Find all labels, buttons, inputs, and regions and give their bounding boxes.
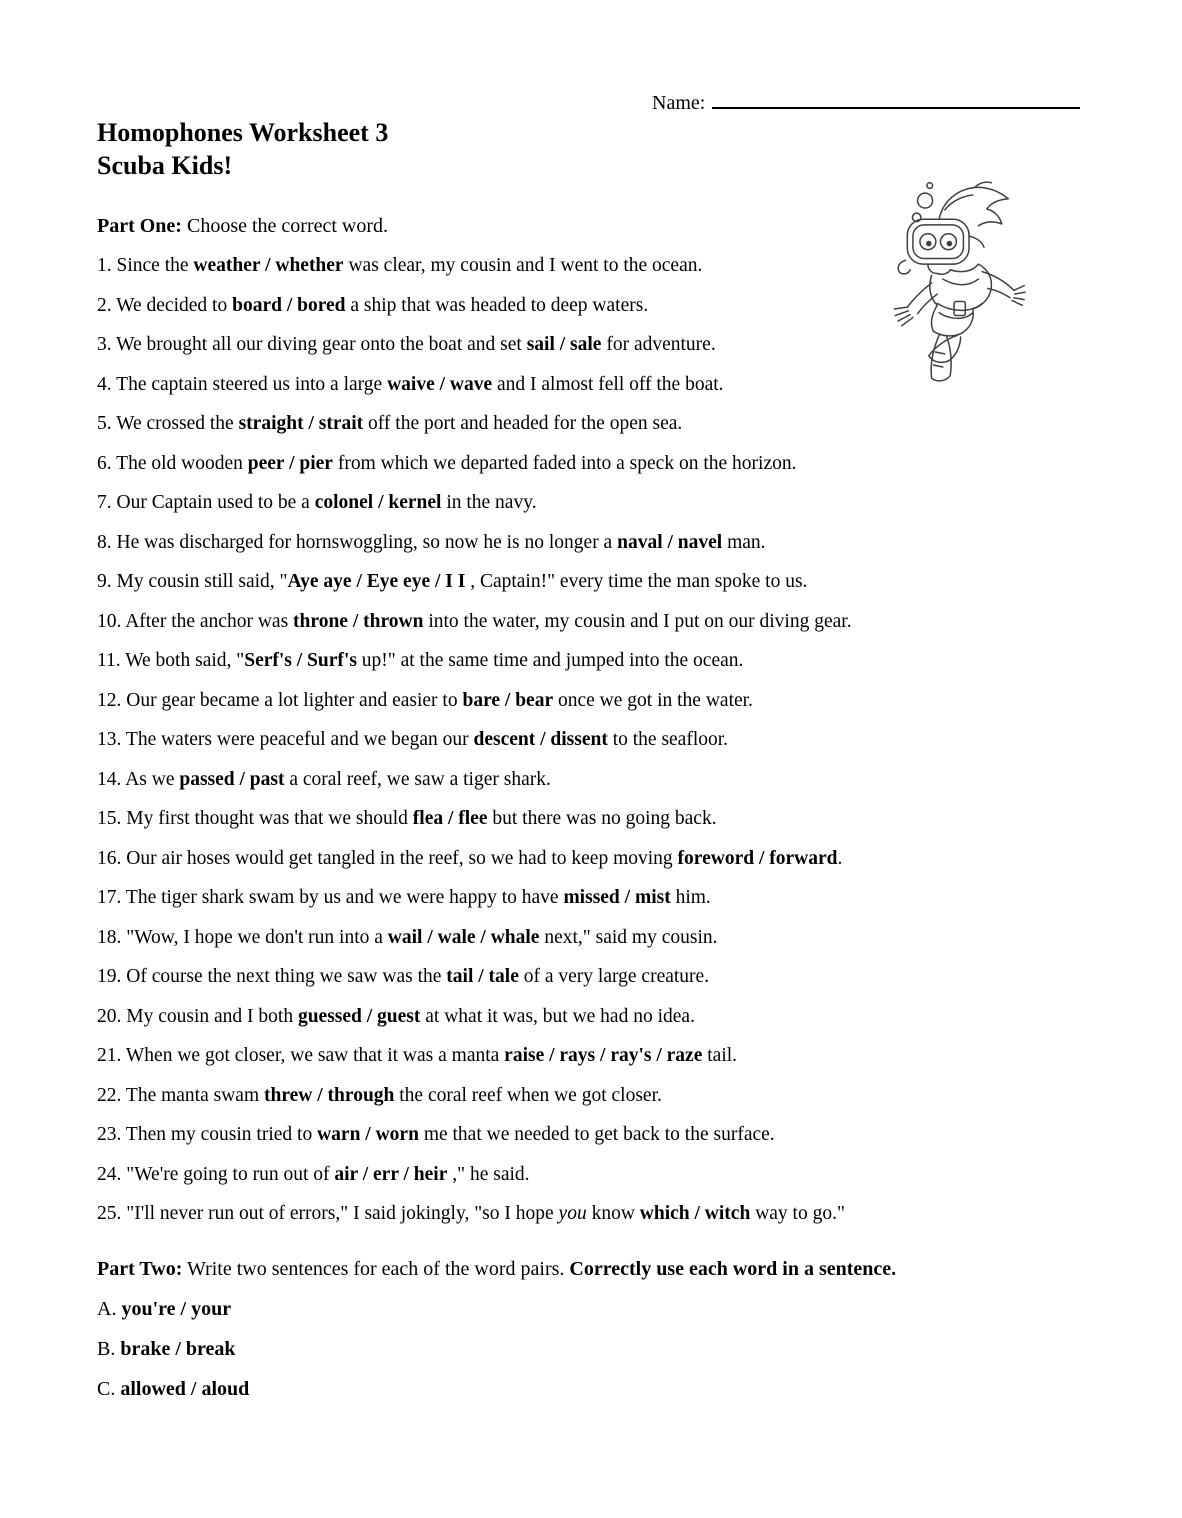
sentence-item xyxy=(97,491,1102,514)
page-title: Homophones Worksheet 3 xyxy=(97,118,389,147)
pair-letter: A. xyxy=(97,1298,122,1321)
word-choice: wail / wale / whale xyxy=(387,926,540,948)
sentence-number: 3. xyxy=(97,334,117,356)
sentence-text: of a very large creature. xyxy=(518,966,710,988)
pair-words: allowed / aloud xyxy=(120,1378,250,1401)
sentence-item xyxy=(97,254,1102,277)
sentence-text: The old wooden xyxy=(116,452,248,474)
sentence-text: "We're going to run out of xyxy=(126,1163,335,1185)
word-pair-item xyxy=(97,1298,1102,1321)
sentence-number: 6. xyxy=(97,452,117,474)
sentence-list xyxy=(97,254,1102,1225)
sentence-text: ," he said. xyxy=(447,1163,530,1185)
sentence-text: The tiger shark swam by us and we were happy to have xyxy=(125,887,564,909)
sentence-text: We brought all our diving gear onto the boat and set xyxy=(116,334,527,356)
sentence-text: a coral reef, we saw a tiger shark. xyxy=(284,768,551,790)
sentence-text: at what it was, but we had no idea. xyxy=(420,1005,695,1027)
sentence-item xyxy=(97,768,1102,791)
sentence-text: "I'll never run out of errors," I said jokingly, "so I hope xyxy=(126,1203,559,1225)
part-two-heading xyxy=(97,1258,1102,1281)
sentence-number: 20. xyxy=(97,1005,127,1027)
sentence-text: off the port and headed for the open sea. xyxy=(363,413,683,435)
word-choice: peer / pier xyxy=(247,452,333,474)
sentence-number: 8. xyxy=(97,531,117,553)
sentence-number: 14. xyxy=(97,768,126,790)
sentence-text: him. xyxy=(670,887,711,909)
sentence-text: Since the xyxy=(116,255,194,277)
sentence-item xyxy=(97,728,1102,751)
pair-letter: B. xyxy=(97,1338,121,1361)
sentence-item xyxy=(97,333,1102,356)
sentence-item xyxy=(97,649,1102,672)
sentence-text: was clear, my cousin and I went to the ocean. xyxy=(343,255,703,277)
word-choice: descent / dissent xyxy=(473,729,608,751)
sentence-text: After the anchor was xyxy=(125,610,294,632)
sentence-text: next," said my cousin. xyxy=(539,926,718,948)
name-label: Name: xyxy=(652,92,706,114)
word-choice: weather / whether xyxy=(193,255,344,277)
sentence-item xyxy=(97,926,1102,949)
page-subtitle: Scuba Kids! xyxy=(97,150,233,180)
sentence-text: Our Captain used to be a xyxy=(116,492,315,514)
word-choice: threw / through xyxy=(264,1084,395,1106)
sentence-number: 12. xyxy=(97,689,127,711)
sentence-text: Our air hoses would get tangled in the reef, so we had to keep moving xyxy=(126,847,678,869)
sentence-item xyxy=(97,531,1102,554)
word-choice: naval / navel xyxy=(617,531,723,553)
word-choice: guessed / guest xyxy=(297,1005,421,1027)
sentence-text: Our gear became a lot lighter and easier to xyxy=(126,689,463,711)
sentence-item xyxy=(97,1044,1102,1067)
worksheet-content xyxy=(97,0,1102,1401)
sentence-item xyxy=(97,847,1102,870)
sentence-number: 11. xyxy=(97,650,126,672)
sentence-text: but there was no going back. xyxy=(487,808,717,830)
part-one-label: Part One: xyxy=(97,214,182,237)
word-pair-list xyxy=(97,1298,1102,1401)
word-choice: colonel / kernel xyxy=(314,492,442,514)
sentence-text: Of course the next thing we saw was the xyxy=(126,966,447,988)
sentence-item xyxy=(97,689,1102,712)
part-one-instruction: Choose the correct word. xyxy=(181,214,389,237)
sentence-text: We decided to xyxy=(116,294,233,316)
part-two-label: Part Two: xyxy=(97,1258,183,1281)
sentence-text: to the seafloor. xyxy=(607,729,729,751)
sentence-number: 1. xyxy=(97,255,117,277)
sentence-text: My cousin and I both xyxy=(126,1005,298,1027)
word-choice: straight / strait xyxy=(238,413,364,435)
sentence-text: , Captain!" every time the man spoke to us. xyxy=(465,571,808,593)
sentence-text: man. xyxy=(722,531,766,553)
word-choice: throne / thrown xyxy=(293,610,424,632)
word-choice: air / err / heir xyxy=(334,1163,448,1185)
sentence-item xyxy=(97,452,1102,475)
part-one-heading xyxy=(97,215,1102,238)
sentence-item xyxy=(97,412,1102,435)
sentence-text: As we xyxy=(125,768,180,790)
sentence-number: 2. xyxy=(97,294,117,316)
sentence-item xyxy=(97,373,1102,396)
sentence-item xyxy=(97,1005,1102,1028)
sentence-number: 17. xyxy=(97,887,126,909)
sentence-number: 24. xyxy=(97,1163,127,1185)
sentence-item xyxy=(97,965,1102,988)
sentence-text: The waters were peaceful and we began our xyxy=(125,729,474,751)
word-choice: sail / sale xyxy=(526,334,602,356)
word-choice: which / witch xyxy=(639,1203,751,1225)
word-choice: flea / flee xyxy=(412,808,488,830)
word-choice: warn / worn xyxy=(317,1124,419,1146)
sentence-text: "Wow, I hope we don't run into a xyxy=(126,926,388,948)
sentence-number: 10. xyxy=(97,610,126,632)
sentence-text: in the navy. xyxy=(441,492,537,514)
sentence-text: from which we departed faded into a speck on the horizon. xyxy=(332,452,797,474)
sentence-item xyxy=(97,570,1102,593)
sentence-text: into the water, my cousin and I put on our diving gear. xyxy=(423,610,852,632)
sentence-text: My cousin still said, " xyxy=(116,571,288,593)
sentence-text: and I almost fell off the boat. xyxy=(492,373,724,395)
sentence-item xyxy=(97,1123,1102,1146)
sentence-text: you xyxy=(558,1203,587,1225)
sentence-number: 18. xyxy=(97,926,127,948)
sentence-item xyxy=(97,1084,1102,1107)
sentence-text: Then my cousin tried to xyxy=(125,1124,318,1146)
sentence-number: 16. xyxy=(97,847,127,869)
sentence-number: 19. xyxy=(97,966,127,988)
sentence-item xyxy=(97,294,1102,317)
part-two-instruction: Write two sentences for each of the word pairs. xyxy=(182,1258,570,1281)
sentence-text: We both said, " xyxy=(125,650,245,672)
sentence-text: tail. xyxy=(702,1045,738,1067)
sentence-text: once we got in the water. xyxy=(553,689,753,711)
sentence-number: 23. xyxy=(97,1124,126,1146)
sentence-text: up!" at the same time and jumped into the ocean. xyxy=(356,650,744,672)
sentence-text: The manta swam xyxy=(125,1084,264,1106)
word-choice: Serf's / Surf's xyxy=(244,650,357,672)
sentence-number: 7. xyxy=(97,492,117,514)
word-choice: bare / bear xyxy=(462,689,554,711)
sentence-text: a ship that was headed to deep waters. xyxy=(345,294,649,316)
sentence-item xyxy=(97,807,1102,830)
sentence-text: way to go." xyxy=(750,1203,845,1225)
sentence-number: 21. xyxy=(97,1045,126,1067)
sentence-number: 22. xyxy=(97,1084,126,1106)
word-choice: passed / past xyxy=(179,768,285,790)
word-pair-item xyxy=(97,1378,1102,1401)
sentence-text: for adventure. xyxy=(601,334,716,356)
word-choice: tail / tale xyxy=(446,966,519,988)
sentence-text: the coral reef when we got closer. xyxy=(394,1084,662,1106)
sentence-number: 4. xyxy=(97,373,117,395)
pair-words: you're / your xyxy=(121,1298,232,1321)
sentence-text: The captain steered us into a large xyxy=(116,373,388,395)
sentence-item xyxy=(97,610,1102,633)
word-choice: missed / mist xyxy=(563,887,671,909)
sentence-text: me that we needed to get back to the surface. xyxy=(418,1124,775,1146)
sentence-text: . xyxy=(837,847,843,869)
sentence-text: When we got closer, we saw that it was a manta xyxy=(125,1045,505,1067)
pair-letter: C. xyxy=(97,1378,121,1401)
sentence-item xyxy=(97,886,1102,909)
sentence-item xyxy=(97,1163,1102,1186)
word-choice: waive / wave xyxy=(387,373,493,395)
part-two-instruction-bold: Correctly use each word in a sentence. xyxy=(569,1258,897,1281)
sentence-text: My first thought was that we should xyxy=(126,808,413,830)
sentence-item xyxy=(97,1202,1102,1225)
word-choice: Aye aye / Eye eye / I I xyxy=(287,571,466,593)
sentence-number: 9. xyxy=(97,571,117,593)
sentence-text: know xyxy=(586,1203,640,1225)
sentence-text: We crossed the xyxy=(116,413,239,435)
sentence-number: 5. xyxy=(97,413,117,435)
word-choice: board / bored xyxy=(232,294,346,316)
word-choice: foreword / forward xyxy=(677,847,838,869)
sentence-number: 15. xyxy=(97,808,127,830)
sentence-number: 13. xyxy=(97,729,126,751)
sentence-number: 25. xyxy=(97,1203,127,1225)
pair-words: brake / break xyxy=(120,1338,236,1361)
sentence-text: He was discharged for hornswoggling, so now he is no longer a xyxy=(116,531,618,553)
word-pair-item xyxy=(97,1338,1102,1361)
word-choice: raise / rays / ray's / raze xyxy=(504,1045,703,1067)
